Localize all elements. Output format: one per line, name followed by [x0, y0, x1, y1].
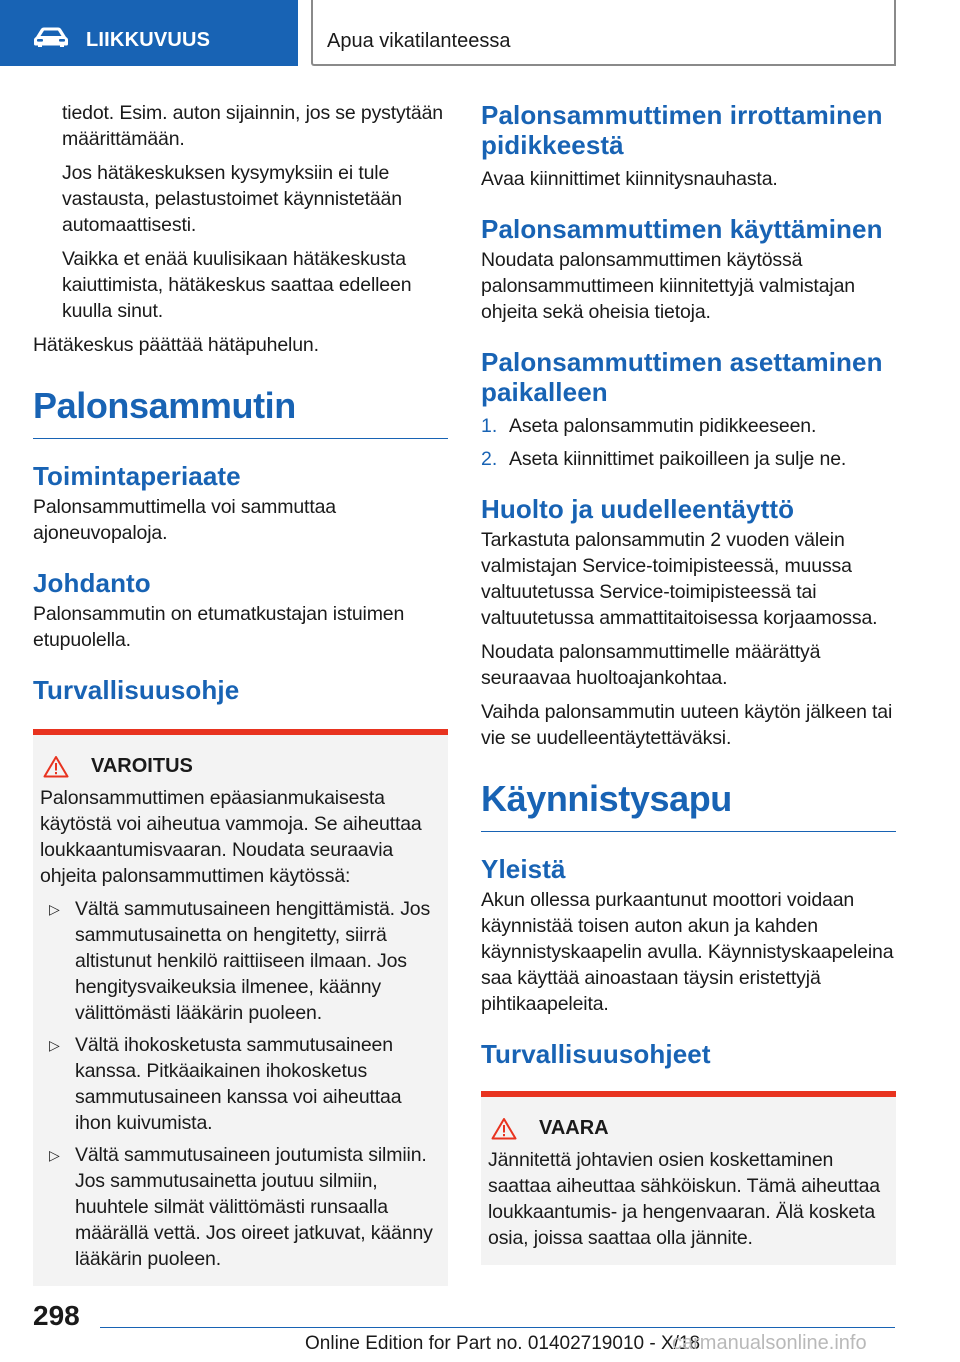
- danger-box: [481, 1091, 896, 1265]
- danger-title: VAARA: [539, 1117, 609, 1139]
- step-item: [481, 446, 896, 472]
- paragraph: Akun ollessa purkaantunut moottori voidaan käynnistää toisen auton akun ja kahden käynnistyskaapelin avulla. Käynnistyskaapeleina saa käyttää ainoastaan täysin eristettyjä pihtikaapeleita.: [481, 889, 894, 1015]
- step-item: [481, 413, 896, 439]
- car-icon: [33, 26, 69, 48]
- subsection-heading: Toimintaperiaate: [33, 461, 241, 491]
- paragraph: Palonsammuttimella voi sammuttaa ajoneuvopaloja.: [33, 496, 336, 544]
- footer-divider: [100, 1327, 895, 1328]
- list-item-text: Vältä ihokosketusta sammutusaineen kanssa. Pitkäaikainen ihokosketus sammutusaineen kanssa voi aiheuttaa ihon kuivumista.: [75, 1034, 402, 1134]
- paragraph: Hätäkeskus päättää hätäpuhelun.: [33, 334, 319, 356]
- subsection-heading: Palonsammuttimen asettaminen paikalleen: [481, 347, 883, 407]
- left-column: [33, 100, 448, 1286]
- warning-triangle-icon: [43, 755, 69, 778]
- step-text: Aseta palonsammutin pidikkeeseen.: [509, 415, 817, 437]
- edition-text: Online Edition for Part no. 01402719010 - X/18: [305, 1333, 701, 1354]
- step-text: Aseta kiinnittimet paikoilleen ja sulje ne.: [509, 448, 847, 470]
- paragraph: Noudata palonsammuttimelle määrättyä seuraavaa huoltoajankohtaa.: [481, 641, 821, 689]
- triangle-bullet-icon: ▷: [49, 1037, 60, 1053]
- subsection-heading: Huolto ja uudelleentäyttö: [481, 494, 795, 524]
- warning-text: Palonsammuttimen epäasianmukaisesta käytöstä voi aiheutua vammoja. Se aiheuttaa loukkaantumisvaaran. Noudata seuraavia ohjeita palonsammuttimen käytössä:: [40, 787, 422, 887]
- warning-triangle-icon: [491, 1117, 517, 1140]
- paragraph: Vaihda palonsammutin uuteen käytön jälkeen tai vie se uudelleentäytettäväksi.: [481, 701, 893, 749]
- danger-text: Jännitettä johtavien osien koskettaminen saattaa aiheuttaa sähköiskun. Tämä aiheuttaa loukkaantumis- ja hengenvaaran. Älä kosketa osia, joissa saattaa olla jännite.: [488, 1149, 880, 1249]
- triangle-bullet-icon: ▷: [49, 1147, 60, 1163]
- paragraph: Noudata palonsammuttimen käytössä palonsammuttimeen kiinnitettyjä valmistajan ohjeita sekä oheisia tietoja.: [481, 249, 855, 323]
- watermark: carmanualsonline.info: [672, 1332, 867, 1354]
- chapter-title: Apua vikatilanteessa: [327, 30, 511, 52]
- section-tab-label: LIIKKUVUUS: [86, 29, 211, 51]
- list-item-text: Vältä sammutusaineen joutumista silmiin. Jos sammutusainetta joutuu silmiin, huuhtele silmät välittömästi runsaalla määrällä vettä. Jos oireet jatkuvat, käänny lääkärin puoleen.: [75, 1144, 433, 1270]
- danger-header: [488, 1117, 889, 1140]
- triangle-bullet-icon: ▷: [49, 901, 60, 917]
- paragraph: Tarkastuta palonsammutin 2 vuoden välein valmistajan Service-toimipisteessä, muussa valtuutetussa Service-toimipisteessä tai valtuutetussa ammattitaitoisessa korjaamossa.: [481, 529, 878, 629]
- paragraph: Vaikka et enää kuulisikaan hätäkeskusta kaiuttimista, hätäkeskus saattaa edelleen kuulla sinut.: [62, 248, 412, 322]
- chapter-title-box: [311, 0, 896, 66]
- paragraph: Avaa kiinnittimet kiinnitysnauhasta.: [481, 168, 778, 190]
- subsection-heading: Turvallisuusohjeet: [481, 1039, 711, 1069]
- page-header: [0, 0, 960, 66]
- list-item: [40, 1142, 441, 1272]
- subsection-heading: Yleistä: [481, 854, 566, 884]
- paragraph: Jos hätäkeskuksen kysymyksiin ei tule vastausta, pelastustoimet käynnistetään automaattisesti.: [62, 162, 402, 236]
- warning-box: [33, 729, 448, 1286]
- list-item: [40, 1032, 441, 1136]
- section-heading: Käynnistysapu: [481, 777, 896, 832]
- subsection-heading: Turvallisuusohje: [33, 675, 240, 705]
- subsection-heading: Palonsammuttimen irrottaminen pidikkeestä: [481, 100, 883, 160]
- right-column: [481, 100, 896, 1265]
- step-number: 2.: [481, 448, 498, 470]
- section-tab[interactable]: [0, 0, 298, 66]
- paragraph: Palonsammutin on etumatkustajan istuimen etupuolella.: [33, 603, 405, 651]
- step-number: 1.: [481, 415, 498, 437]
- list-item: [40, 896, 441, 1026]
- warning-header: [40, 755, 441, 778]
- paragraph: tiedot. Esim. auton sijainnin, jos se pystytään määrittämään.: [62, 102, 443, 150]
- subsection-heading: Palonsammuttimen käyttäminen: [481, 214, 883, 244]
- subsection-heading: Johdanto: [33, 568, 151, 598]
- warning-title: VAROITUS: [91, 755, 193, 777]
- page-number: 298: [33, 1300, 80, 1331]
- section-heading: Palonsammutin: [33, 384, 448, 439]
- list-item-text: Vältä sammutusaineen hengittämistä. Jos sammutusainetta on hengitetty, siirrä altistunut henkilö raittiiseen ilmaan. Jos hengitysvaikeuksia ilmenee, käänny välittömästi lääkärin puoleen.: [75, 898, 431, 1024]
